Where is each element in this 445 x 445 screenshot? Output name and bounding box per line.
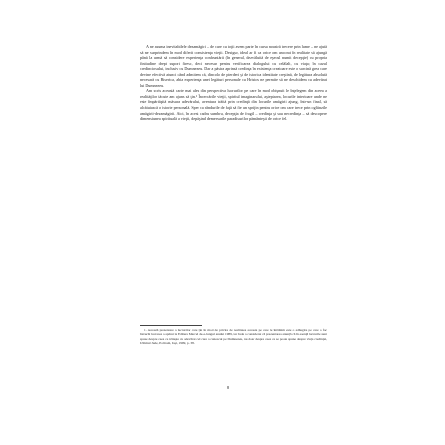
page-number: 8 [226,385,230,390]
footnote-separator [140,325,202,326]
body-paragraph-1: A ne asuma inevitabilele dezamăgiri – de care cu toţii avem parte în cursa noastră trecere prin lume – ne ajută să ne surprindem în mod diferit consistenţa vieţii. Desigur, ideal ar fi ca orice om ancorat în realitate să ajungă până la urmă să considere experienţa confruntării (în general, dezvăluită de eşecul numit decepţie) cu propria finitudine drept suport firesc, deci necesar pentru verificarea dialogului cu celălalt, cu viaţa; în cazul credinciosului, inclusiv cu Dumnezeu. Dar a păstra aprinsă credinţa în existenţa creatoare este o sarcină grea care devine efectivă atunci când admitem că, dincolo de pierderi şi de istorica identitate creştină, de legătura absolută necesară cu Biserica, abia experienţa unei legături personale cu Hristos ne permite să ne deschidem cu adevărat lui Dumnezeu. [140,44,327,88]
body-paragraph-2: Am scris această carte mai ales din perspectiva lucrurilor pe care în mod obişnuit le înţelegem din aceea a realităţilor tăcute am ajuns să ţin.¹ Încercările vieţii, spiritul imaginarului, aşteptarea, locurile interioare unde ne este împărtăşită măsura adevărului, aventura trăită prin credinţă din locurile amăgirii ajung, într-un final, să alcătuiască o istorie personală. Sper ca rândurile de faţă să fie un sprijin pentru orice om care trece prin ogliinzile amăgirii-dezamăgirii. Aici, în acest cadru sumbru, decepţia de fragil – credinţa şi sau necredinţa – să descopere dimensiunea spirituală a vieţii, depăşind demersurile paradisurilor pământeşti de orice fel. [140,88,327,122]
footnote-text: 1. Această prezentare a lucrurilor care ţin în mod de privire de realitatea aceasta pe care le întâlnim este o adăugire pe care o fac întrucât lucrarea a apărut la Editura Marcel de-a-lungul anului 1989, iar Jude a considerat că prezentarea anunţă că în esenţă lucrurile sunt spuse despre ceea ce trăieşte cu adevărat cel care a cunoscut pe Dumnezeu, nu doar despre ceea ce se poate spune despre viaţa credinţei, Ultimul Jude, Polirom, Iaşi, 1999, p. 38. [140,328,327,346]
main-text-block [140,44,327,122]
